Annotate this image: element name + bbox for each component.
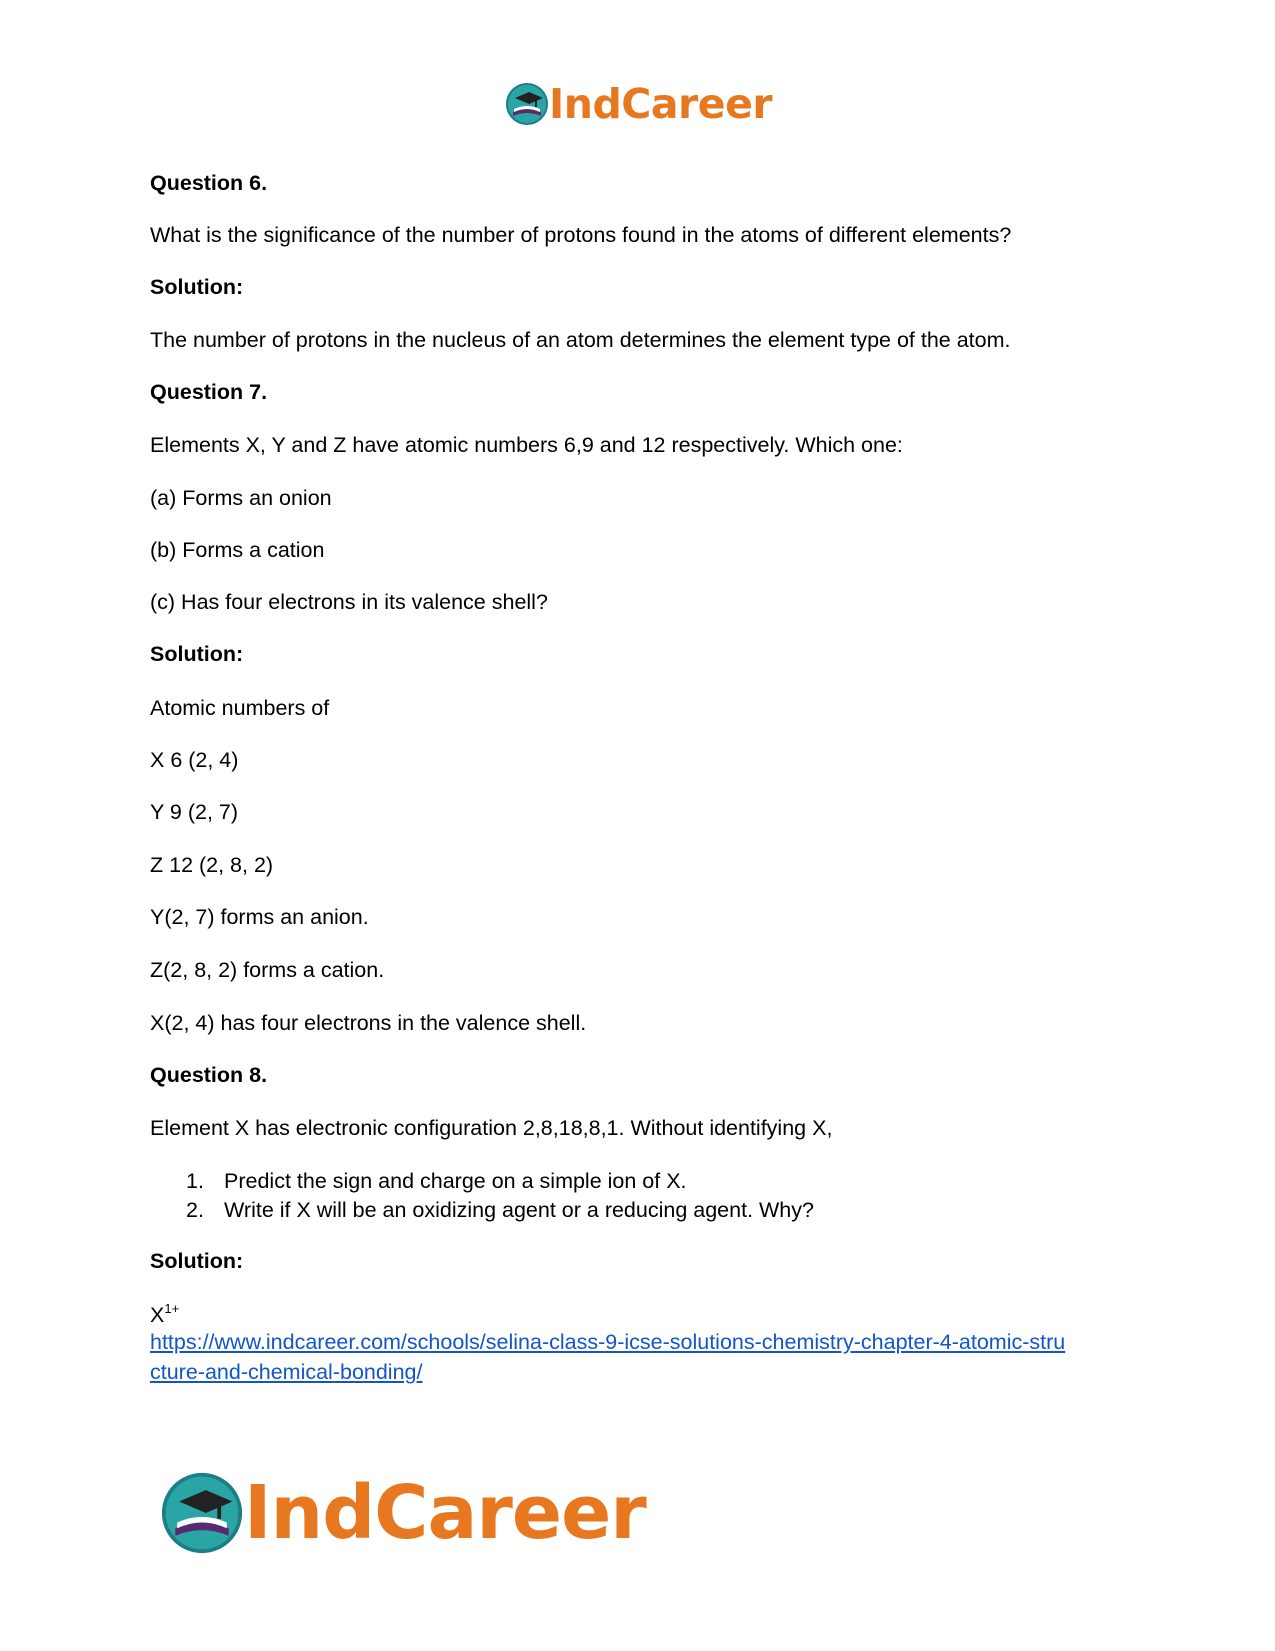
question-8-solution-label: Solution: [150, 1249, 244, 1273]
solution-line: Y(2, 7) forms an anion. [150, 905, 369, 929]
question-6-solution-label: Solution: [150, 275, 244, 299]
question-8-answer [150, 1302, 179, 1328]
question-8-text: Element X has electronic configuration 2,8,18,8,1. Without identifying X, [150, 1116, 833, 1140]
solution-line: Z(2, 8, 2) forms a cation. [150, 958, 385, 982]
logo-wordmark: IndCareer [549, 80, 773, 128]
list-number: 1. [186, 1169, 204, 1193]
question-7-solution-label: Solution: [150, 642, 244, 666]
footer-logo [160, 1465, 646, 1561]
question-7-text: Elements X, Y and Z have atomic numbers 6,9 and 12 respectively. Which one: [150, 433, 903, 457]
header-logo [505, 76, 772, 132]
solution-line: X(2, 4) has four electrons in the valence shell. [150, 1011, 587, 1035]
answer-superscript: 1+ [164, 1301, 180, 1316]
source-link-line-1[interactable]: https://www.indcareer.com/schools/selina-class-9-icse-solutions-chemistry-chapter-4-atomic-stru [150, 1330, 1066, 1354]
source-link-line-2[interactable]: cture-and-chemical-bonding/ [150, 1360, 423, 1384]
graduation-book-icon [505, 82, 549, 126]
graduation-book-icon [160, 1471, 244, 1555]
logo-wordmark: IndCareer [244, 1470, 646, 1556]
solution-line: Y 9 (2, 7) [150, 800, 239, 824]
solution-line: X 6 (2, 4) [150, 748, 239, 772]
solution-line: Atomic numbers of [150, 696, 330, 720]
source-link-block[interactable] [150, 1327, 1150, 1387]
question-8-heading: Question 8. [150, 1063, 268, 1087]
list-text: Write if X will be an oxidizing agent or a reducing agent. Why? [224, 1198, 814, 1222]
source-link[interactable] [150, 1330, 1065, 1384]
list-number: 2. [186, 1198, 204, 1222]
question-6-heading: Question 6. [150, 171, 268, 195]
solution-line: Z 12 (2, 8, 2) [150, 853, 274, 877]
answer-base: X [150, 1303, 165, 1327]
question-7-option-c: (c) Has four electrons in its valence shell? [150, 590, 548, 614]
question-7-heading: Question 7. [150, 380, 268, 404]
list-item [186, 1168, 687, 1194]
list-item [186, 1197, 814, 1223]
question-6-text: What is the significance of the number of protons found in the atoms of different elements? [150, 223, 1012, 247]
list-text: Predict the sign and charge on a simple ion of X. [224, 1169, 687, 1193]
question-7-option-b: (b) Forms a cation [150, 538, 325, 562]
question-7-option-a: (a) Forms an onion [150, 486, 332, 510]
question-6-solution: The number of protons in the nucleus of an atom determines the element type of the atom. [150, 328, 1011, 352]
